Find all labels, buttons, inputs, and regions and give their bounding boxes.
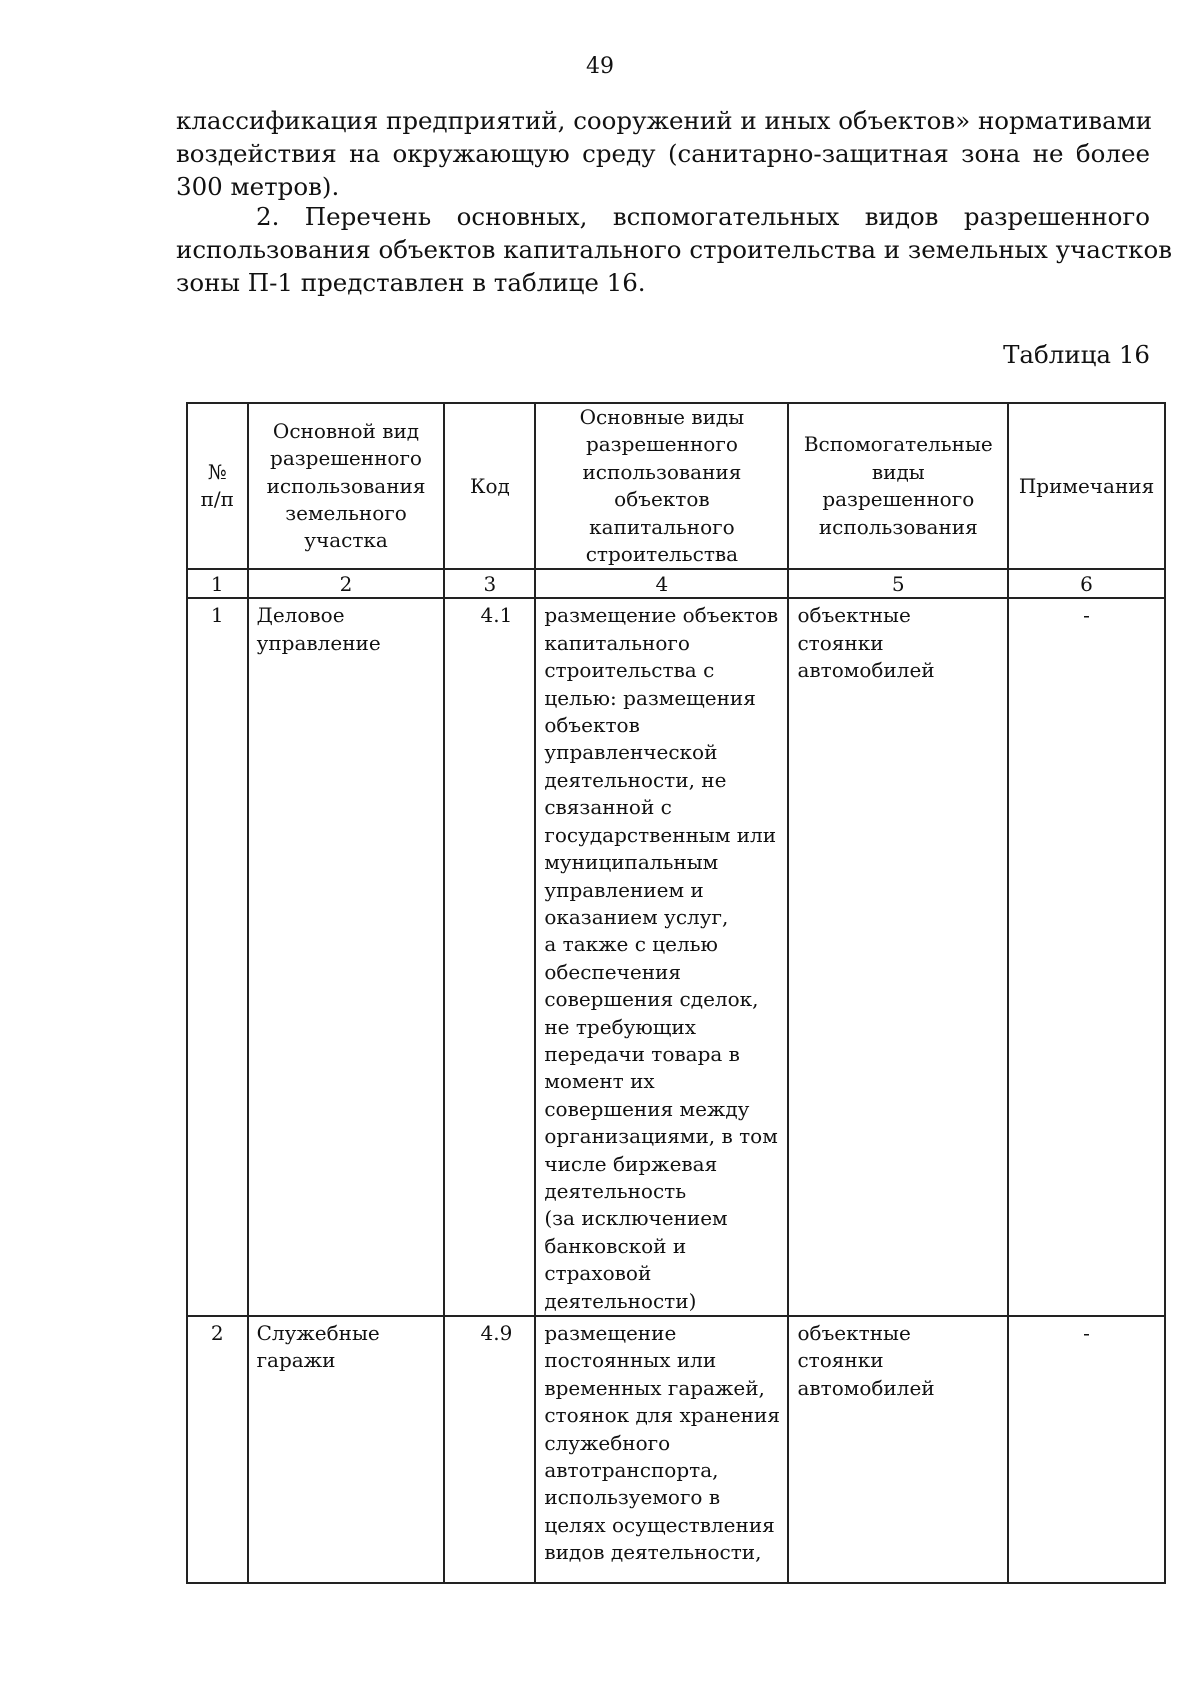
cell-text-line: стоянок для хранения xyxy=(544,1403,780,1428)
cell-text-line: связанной с xyxy=(544,795,672,820)
paragraph-line: 300 метров). xyxy=(176,172,340,201)
cell-text-line: использования xyxy=(818,514,978,539)
cell-text-line: управленческой xyxy=(544,740,718,765)
capital-use-text xyxy=(544,1320,783,1575)
cell-text-line: размещение xyxy=(544,1321,677,1345)
paragraph-1 xyxy=(176,104,1153,203)
cell-text-line: автотранспорта, xyxy=(544,1458,719,1483)
cell-text-line: использования xyxy=(582,459,742,484)
cell-text-line: разрешенного xyxy=(585,432,738,457)
paragraph-line: воздействия на окружающую среду (санитарно-защитная зона не более xyxy=(176,139,1150,168)
cell-text-line: участка xyxy=(304,528,388,553)
table-caption: Таблица 16 xyxy=(1003,340,1150,369)
cell-text-line: совершения между xyxy=(544,1096,750,1121)
cell-text-line: а также с целью xyxy=(544,932,718,957)
note-cell: - xyxy=(1008,598,1165,1316)
row-number: 1 xyxy=(187,598,248,1316)
cell-text-line: земельного xyxy=(285,500,407,525)
cell-text-line: организациями, в том xyxy=(544,1124,778,1149)
cell-text-line: банковской и xyxy=(544,1233,687,1258)
column-number: 2 xyxy=(248,569,445,598)
main-use-cell xyxy=(248,598,445,1316)
column-number-row xyxy=(187,569,1165,598)
column-number: 4 xyxy=(535,569,788,598)
cell-text-line: строительства с xyxy=(544,658,715,683)
cell-text-line: Вспомогательные xyxy=(803,432,993,457)
cell-text-line: Деловое xyxy=(256,603,345,628)
paragraph-line: классификация предприятий, сооружений и иных объектов» нормативами xyxy=(176,106,1153,135)
cell-text-line: страховой xyxy=(544,1261,652,1286)
cell-text-line: числе биржевая xyxy=(544,1151,718,1176)
cell-text-line: автомобилей xyxy=(797,1375,935,1400)
cell-text-line: Основные виды xyxy=(579,405,745,429)
header-cell xyxy=(1008,403,1165,569)
cell-text-line: Служебные xyxy=(256,1321,380,1345)
auxiliary-use-cell xyxy=(788,1316,1008,1583)
cell-text-line: передачи товара в xyxy=(544,1041,740,1066)
cell-text-line: разрешенного xyxy=(270,446,422,471)
cell-text-line: момент их xyxy=(544,1069,655,1094)
page-number: 49 xyxy=(586,54,614,79)
auxiliary-use-cell xyxy=(788,598,1008,1316)
cell-text-line: гаражи xyxy=(256,1348,336,1373)
cell-text-line: муниципальным xyxy=(544,850,719,875)
cell-text-line: обеспечения xyxy=(544,959,681,984)
header-cell xyxy=(248,403,445,569)
header-cell xyxy=(444,403,535,569)
cell-text-line: видов деятельности, xyxy=(544,1540,762,1565)
cell-text-line: Примечания xyxy=(1018,473,1155,498)
cell-text-line: (за исключением xyxy=(544,1206,728,1231)
cell-text-line: п/п xyxy=(200,487,234,512)
cell-text-line: стоянки xyxy=(797,1348,884,1373)
note-cell: - xyxy=(1008,1316,1165,1583)
column-number: 5 xyxy=(788,569,1008,598)
main-use-cell xyxy=(248,1316,445,1583)
cell-text-line: служебного xyxy=(544,1430,671,1455)
cell-text-line: стоянки xyxy=(797,630,884,655)
cell-text-line: разрешенного xyxy=(822,487,975,512)
column-number: 6 xyxy=(1008,569,1165,598)
cell-text-line: постоянных или xyxy=(544,1348,717,1373)
capital-use-cell xyxy=(535,598,788,1316)
cell-text-line: управление xyxy=(256,630,381,655)
column-number: 3 xyxy=(444,569,535,598)
cell-text-line: целях осуществления xyxy=(544,1512,775,1537)
cell-text-line: временных гаражей, xyxy=(544,1375,765,1400)
code-cell: 4.9 xyxy=(444,1316,535,1583)
cell-text-line: автомобилей xyxy=(797,658,935,683)
cell-text-line: капитального xyxy=(589,514,735,539)
cell-text-line: оказанием услуг, xyxy=(544,904,729,929)
cell-text-line: объектные xyxy=(797,603,911,628)
cell-text-line: Основной вид xyxy=(272,418,420,443)
cell-text-line: используемого в xyxy=(544,1485,721,1510)
cell-text-line: деятельность xyxy=(544,1178,687,1203)
cell-text-line: не требующих xyxy=(544,1014,696,1039)
paragraph-2 xyxy=(176,200,1173,299)
cell-text-line: использования xyxy=(266,473,426,498)
paragraph-line: 2. Перечень основных, вспомогательных видов разрешенного xyxy=(256,202,1150,231)
code-cell: 4.1 xyxy=(444,598,535,1316)
cell-text-line: управлением и xyxy=(544,877,704,902)
cell-text-line: совершения сделок, xyxy=(544,987,759,1012)
cell-text-line: размещение объектов xyxy=(544,603,779,628)
paragraph-line: использования объектов капитального строительства и земельных участков xyxy=(176,235,1173,264)
cell-text-line: деятельности) xyxy=(544,1288,697,1313)
cell-text-line: строительства xyxy=(585,542,739,567)
header-cell xyxy=(788,403,1008,569)
cell-text-line: капитального xyxy=(544,630,690,655)
header-cell xyxy=(187,403,248,569)
table-row xyxy=(187,598,1165,1316)
cell-text-line: целью: размещения xyxy=(544,685,756,710)
cell-text-line: государственным или xyxy=(544,822,777,847)
cell-text-line: № xyxy=(207,459,227,484)
table-row xyxy=(187,1316,1165,1583)
cell-text-line: Код xyxy=(469,473,510,498)
paragraph-line: зоны П-1 представлен в таблице 16. xyxy=(176,268,646,297)
land-use-table xyxy=(186,402,1166,1584)
cell-text-line: объектов xyxy=(544,713,640,738)
row-number: 2 xyxy=(187,1316,248,1583)
cell-text-line: объектов xyxy=(614,487,710,512)
table-header-row xyxy=(187,403,1165,569)
cell-text-line: виды xyxy=(871,459,925,484)
column-number: 1 xyxy=(187,569,248,598)
capital-use-cell xyxy=(535,1316,788,1583)
cell-text-line: объектные xyxy=(797,1321,911,1345)
header-cell xyxy=(535,403,788,569)
cell-text-line: деятельности, не xyxy=(544,767,727,792)
